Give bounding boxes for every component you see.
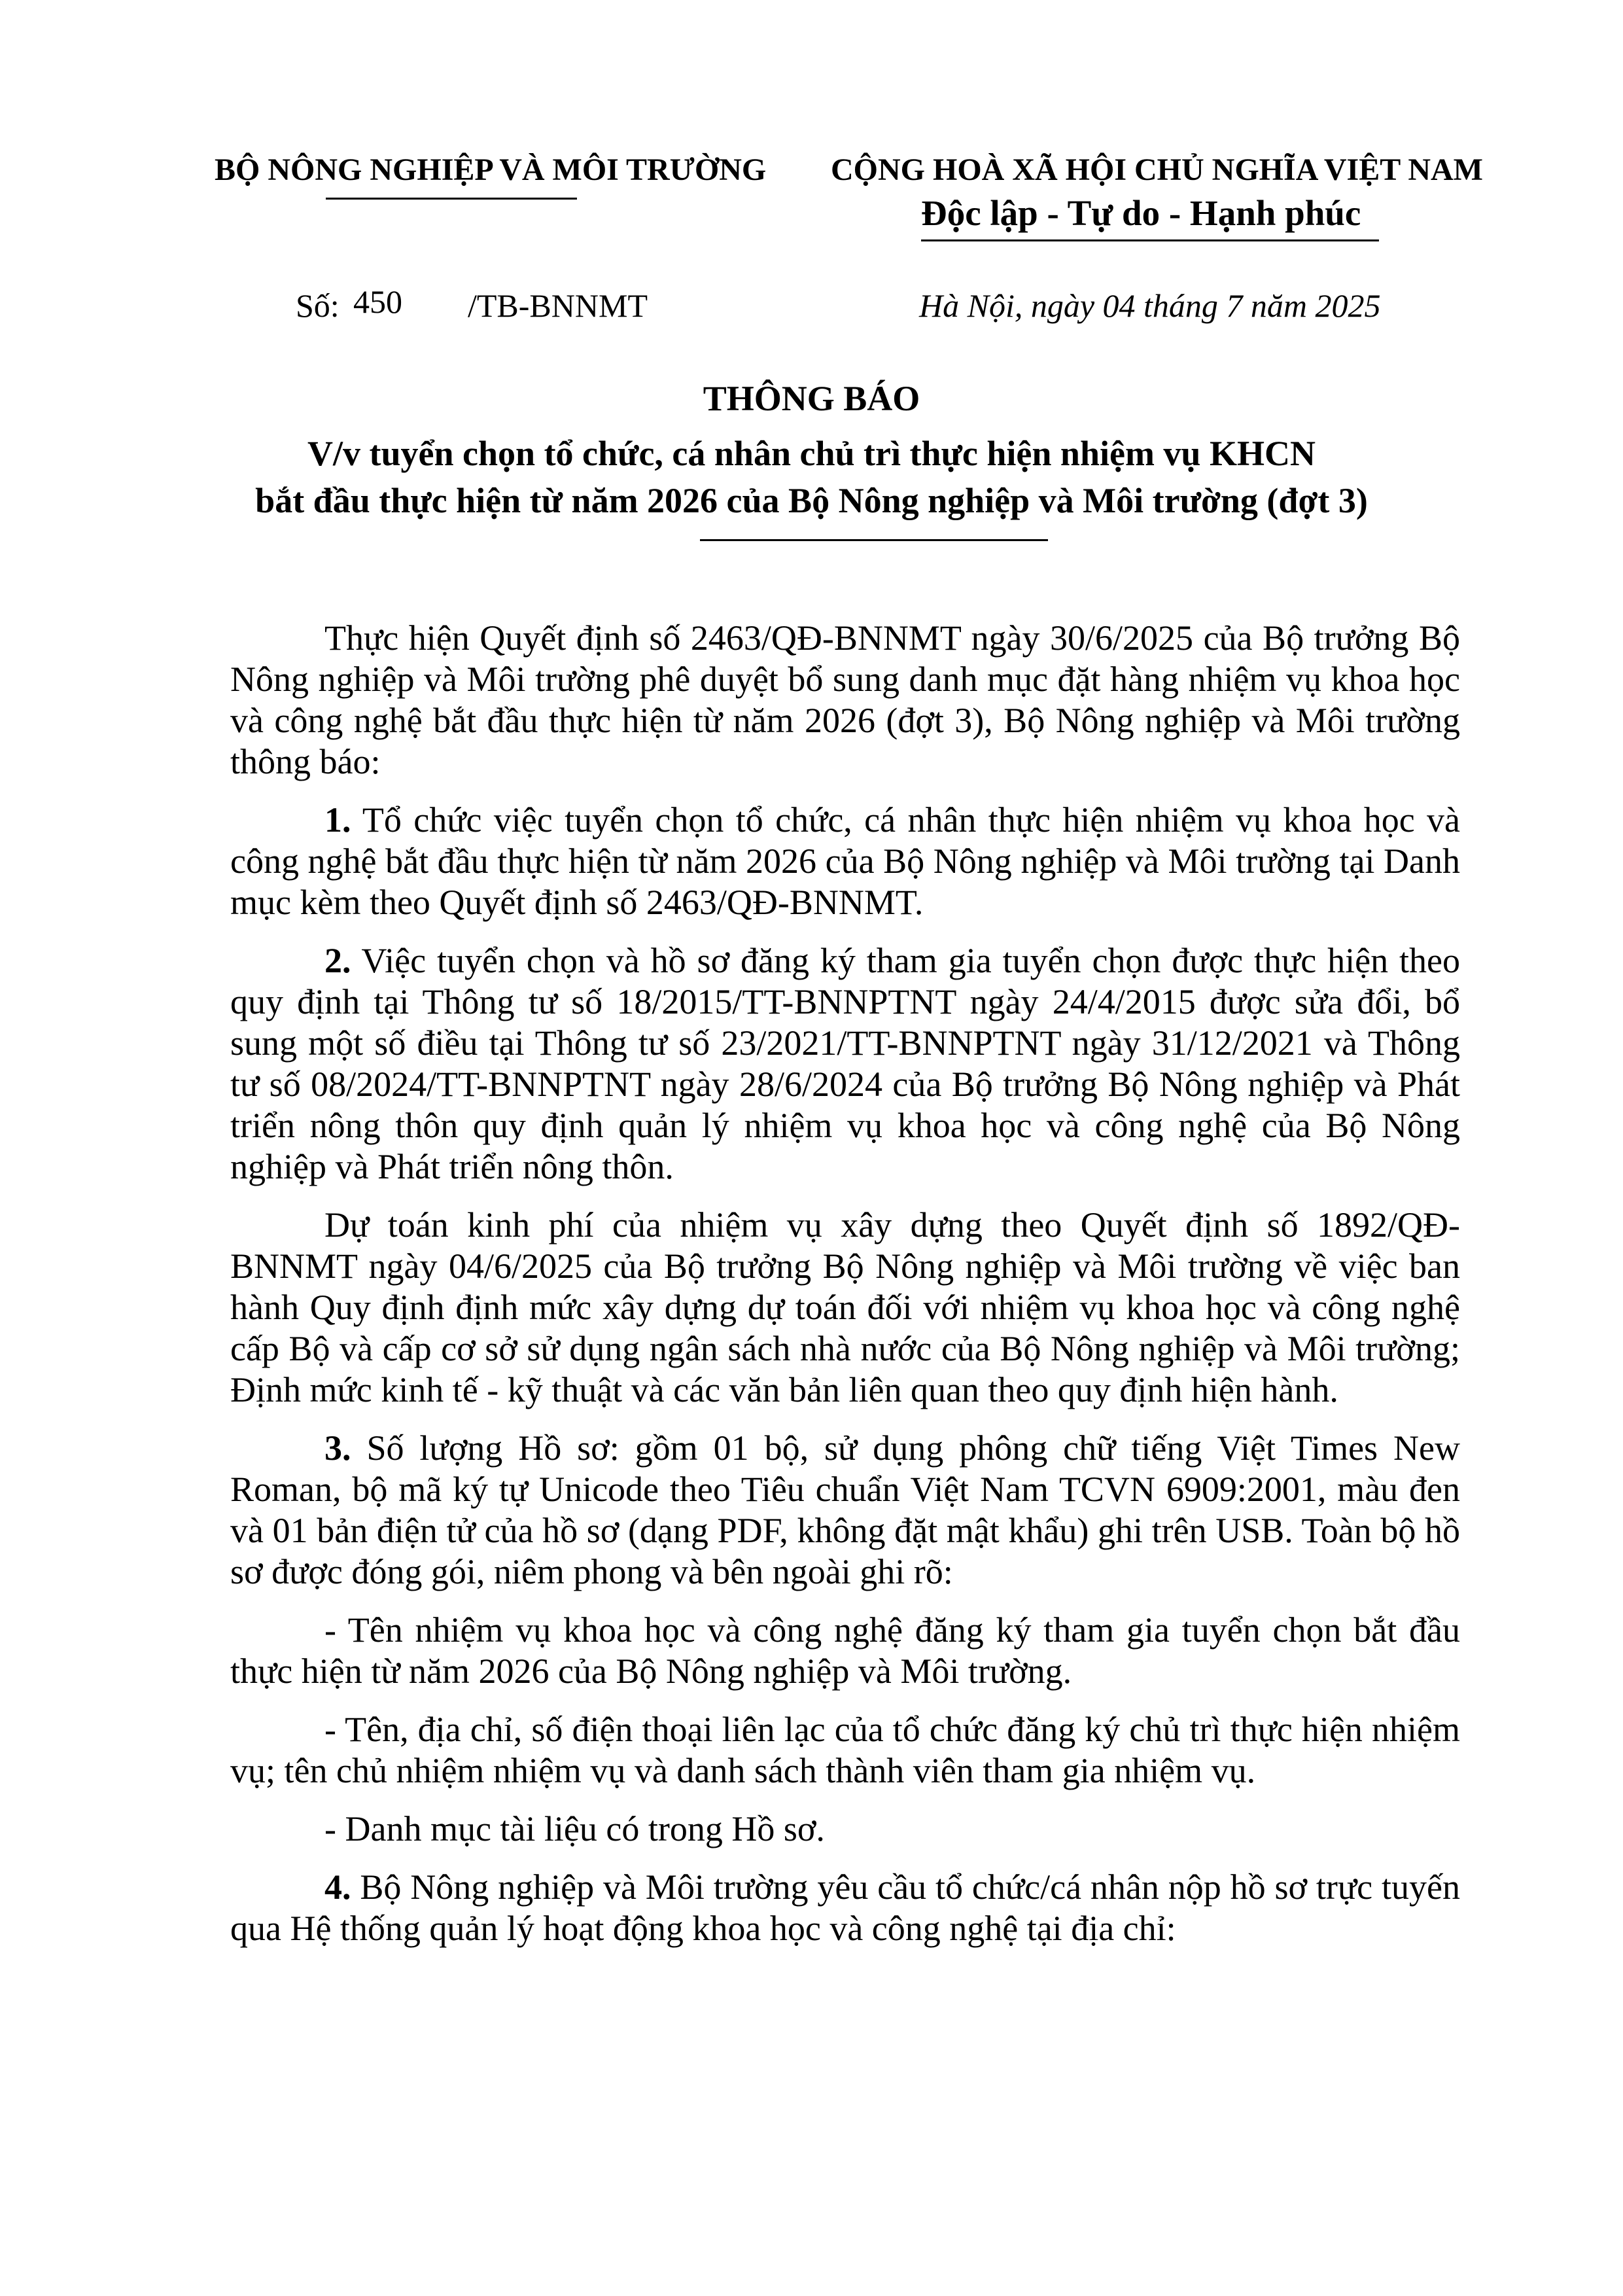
motto-underline <box>921 239 1379 241</box>
paragraph-2-number: 2. <box>324 941 351 980</box>
title-underline <box>700 539 1048 541</box>
bullet-item: - Tên, địa chỉ, số điện thoại liên lạc của tổ chức đăng ký chủ trì thực hiện nhiệm vụ; tên chủ nhiệm nhiệm vụ và danh sách thành viên tham gia nhiệm vụ. <box>230 1710 1460 1790</box>
ministry-name: BỘ NÔNG NGHIỆP VÀ MÔI TRƯỜNG <box>215 152 767 187</box>
country-name: CỘNG HOÀ XÃ HỘI CHỦ NGHĨA VIỆT NAM <box>831 152 1483 187</box>
bullet-item: - Danh mục tài liệu có trong Hồ sơ. <box>324 1809 825 1848</box>
paragraph-4-text: Bộ Nông nghiệp và Môi trường yêu cầu tổ chức/cá nhân nộp hồ sơ trực tuyến qua Hệ thống quản lý hoạt động khoa học và công nghệ tại địa chỉ: <box>230 1867 1460 1948</box>
intro-paragraph: Thực hiện Quyết định số 2463/QĐ-BNNMT ngày 30/6/2025 của Bộ trưởng Bộ Nông nghiệp và Môi trường phê duyệt bổ sung danh mục đặt hàng nhiệm vụ khoa học và công nghệ bắt đầu thực hiện từ năm 2026 (đợt 3), Bộ Nông nghiệp và Môi trường thông báo: <box>230 618 1460 781</box>
paragraph-1-text: Tổ chức việc tuyển chọn tổ chức, cá nhân thực hiện nhiệm vụ khoa học và công nghệ bắt đầu thực hiện từ năm 2026 của Bộ Nông nghiệp và Môi trường tại Danh mục kèm theo Quyết định số 2463/QĐ-BNNMT. <box>230 800 1460 922</box>
doc-subject-line-2: bắt đầu thực hiện từ năm 2026 của Bộ Nông nghiệp và Môi trường (đợt 3) <box>255 481 1368 520</box>
paragraph-4 <box>230 1867 1460 1949</box>
doc-number-prefix: Số: <box>296 287 340 324</box>
paragraph-1-number: 1. <box>324 800 351 839</box>
national-motto: Độc lập - Tự do - Hạnh phúc <box>921 193 1361 233</box>
paragraph-2-text: Việc tuyển chọn và hồ sơ đăng ký tham gia tuyển chọn được thực hiện theo quy định tại Thông tư số 18/2015/TT-BNNPTNT ngày 24/4/2015 được sửa đổi, bổ sung một số điều tại Thông tư số 23/2021/TT-BNNPTNT ngày 31/12/2021 và Thông tư số 08/2024/TT-BNNPTNT ngày 28/6/2024 của Bộ trưởng Bộ Nông nghiệp và Phát triển nông thôn quy định quản lý nhiệm vụ khoa học và công nghệ của Bộ Nông nghiệp và Phát triển nông thôn. <box>230 941 1460 1186</box>
doc-title: THÔNG BÁO <box>703 379 920 418</box>
paragraph-2 <box>230 940 1460 1188</box>
paragraph-4-number: 4. <box>324 1867 351 1907</box>
doc-number-value: 450 <box>353 283 402 320</box>
doc-subject-line-1: V/v tuyển chọn tổ chức, cá nhân chủ trì thực hiện nhiệm vụ KHCN <box>307 434 1316 473</box>
doc-date: Hà Nội, ngày 04 tháng 7 năm 2025 <box>919 287 1381 324</box>
paragraph-3-text: Số lượng Hồ sơ: gồm 01 bộ, sử dụng phông chữ tiếng Việt Times New Roman, bộ mã ký tự Unicode theo Tiêu chuẩn Việt Nam TCVN 6909:2001, màu đen và 01 bản điện tử của hồ sơ (dạng PDF, không đặt mật khẩu) ghi trên USB. Toàn bộ hồ sơ được đóng gói, niêm phong và bên ngoài ghi rõ: <box>230 1428 1460 1591</box>
paragraph-1 <box>230 800 1460 923</box>
bullet-item: - Tên nhiệm vụ khoa học và công nghệ đăng ký tham gia tuyển chọn bắt đầu thực hiện từ năm 2026 của Bộ Nông nghiệp và Môi trường. <box>230 1610 1460 1691</box>
doc-number-suffix: /TB-BNNMT <box>468 287 648 324</box>
paragraph-2-budget: Dự toán kinh phí của nhiệm vụ xây dựng theo Quyết định số 1892/QĐ-BNNMT ngày 04/6/2025 của Bộ trưởng Bộ Nông nghiệp và Môi trường về việc ban hành Quy định định mức xây dựng dự toán đối với nhiệm vụ khoa học và công nghệ cấp Bộ và cấp cơ sở sử dụng ngân sách nhà nước của Bộ Nông nghiệp và Môi trường; Định mức kinh tế - kỹ thuật và các văn bản liên quan theo quy định hiện hành. <box>230 1205 1460 1409</box>
paragraph-3 <box>230 1428 1460 1593</box>
paragraph-3-number: 3. <box>324 1428 351 1468</box>
ministry-underline <box>326 198 577 200</box>
doc-body <box>230 618 1460 1949</box>
